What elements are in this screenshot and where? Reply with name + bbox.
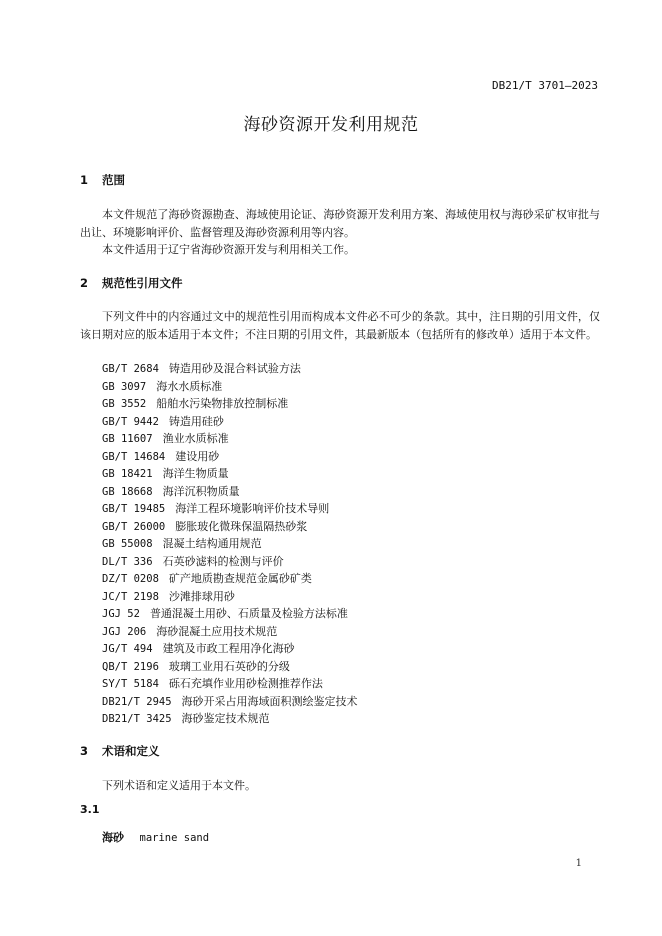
reference-item <box>102 500 358 518</box>
reference-title: 海砂开采占用海域面积测绘鉴定技术 <box>181 694 358 708</box>
section-number: 1 <box>80 173 89 187</box>
reference-item <box>102 658 358 676</box>
section-number: 3 <box>80 744 89 758</box>
reference-code: GB/T 2684 <box>102 363 159 375</box>
reference-code: GB/T 19485 <box>102 503 166 515</box>
reference-title: 船舶水污染物排放控制标准 <box>156 397 289 410</box>
reference-item <box>102 378 358 396</box>
reference-title: 海砂鉴定技术规范 <box>181 712 270 725</box>
section-2-heading <box>80 275 183 291</box>
reference-code: DB21/T 3425 <box>102 713 172 725</box>
reference-title: 玻璃工业用石英砂的分级 <box>168 659 290 673</box>
reference-code: GB/T 14684 <box>102 450 166 463</box>
reference-code: GB 55008 <box>102 538 153 550</box>
reference-item <box>102 675 358 693</box>
reference-code: JGJ 52 <box>102 608 140 620</box>
term-entry <box>102 829 209 845</box>
reference-item <box>102 448 358 466</box>
reference-code: QB/T 2196 <box>102 660 159 673</box>
reference-code: DZ/T 0208 <box>102 573 159 585</box>
reference-item <box>102 553 358 571</box>
reference-code: GB/T 26000 <box>102 520 166 533</box>
terms-intro: 下列术语和定义适用于本文件。 <box>102 779 256 792</box>
section-title: 术语和定义 <box>102 744 160 758</box>
section-3-heading <box>80 743 160 759</box>
reference-item <box>102 395 358 413</box>
reference-title: 铸造用硅砂 <box>168 414 224 428</box>
section-number: 2 <box>80 276 89 290</box>
reference-title: 海洋沉积物质量 <box>162 484 240 498</box>
reference-title: 混凝土结构通用规范 <box>162 537 262 550</box>
scope-paragraph-2: 本文件适用于辽宁省海砂资源开发与利用相关工作。 <box>102 243 355 256</box>
term-chinese: 海砂 <box>102 831 124 844</box>
reference-code: GB 3552 <box>102 398 147 410</box>
reference-item <box>102 623 358 641</box>
reference-code: SY/T 5184 <box>102 678 159 690</box>
reference-title: 海水水质标准 <box>156 379 223 393</box>
reference-code: GB 18421 <box>102 468 153 480</box>
reference-item <box>102 430 358 448</box>
reference-code: JG/T 494 <box>102 643 153 655</box>
reference-code: GB 11607 <box>102 433 153 445</box>
reference-title: 渔业水质标准 <box>162 432 229 445</box>
reference-item <box>102 465 358 483</box>
reference-item <box>102 413 358 431</box>
standard-code: DB21/T 3701—2023 <box>492 79 598 92</box>
normative-intro: 下列文件中的内容通过文中的规范性引用而构成本文件必不可少的条款。其中，注日期的引用文件，仅该日期对应的版本适用于本文件；不注日期的引用文件，其最新版本（包括所有的修改单）适用于本文件。 <box>80 310 600 341</box>
reference-code: JGJ 206 <box>102 625 147 638</box>
reference-code: DB21/T 2945 <box>102 695 172 708</box>
reference-list <box>102 360 358 728</box>
page-number: 1 <box>575 858 582 869</box>
reference-code: GB 18668 <box>102 485 153 498</box>
reference-code: DL/T 336 <box>102 555 153 568</box>
reference-title: 砾石充填作业用砂检测推荐作法 <box>168 677 323 690</box>
reference-item <box>102 570 358 588</box>
document-title: 海砂资源开发利用规范 <box>243 115 419 135</box>
reference-item <box>102 483 358 501</box>
term-english: marine sand <box>139 832 210 844</box>
reference-title: 铸造用砂及混合料试验方法 <box>168 362 301 375</box>
reference-title: 普通混凝土用砂、石质量及检验方法标准 <box>149 607 348 620</box>
reference-item <box>102 535 358 553</box>
reference-item <box>102 693 358 711</box>
scope-paragraph-1: 本文件规范了海砂资源勘查、海域使用论证、海砂资源开发利用方案、海域使用权与海砂采矿权审批与出让、环境影响评价、监督管理及海砂资源利用等内容。 <box>80 208 600 239</box>
reference-item <box>102 640 358 658</box>
reference-title: 石英砂滤料的检测与评价 <box>162 554 284 568</box>
term-number: 3.1 <box>80 803 100 816</box>
reference-title: 建设用砂 <box>175 449 220 463</box>
reference-title: 沙滩排球用砂 <box>168 589 235 603</box>
reference-item <box>102 588 358 606</box>
section-title: 范围 <box>102 173 126 187</box>
section-title: 规范性引用文件 <box>102 276 183 290</box>
reference-title: 海砂混凝土应用技术规范 <box>156 624 278 638</box>
reference-title: 矿产地质勘查规范金属砂矿类 <box>168 572 312 585</box>
section-1-heading <box>80 172 125 188</box>
reference-title: 海洋生物质量 <box>162 467 229 480</box>
reference-item <box>102 710 358 728</box>
reference-code: JC/T 2198 <box>102 590 159 603</box>
reference-item <box>102 605 358 623</box>
reference-item <box>102 518 358 536</box>
reference-code: GB 3097 <box>102 380 147 393</box>
reference-title: 膨胀玻化微珠保温隔热砂浆 <box>175 519 308 533</box>
reference-code: GB/T 9442 <box>102 415 159 428</box>
reference-item <box>102 360 358 378</box>
reference-title: 建筑及市政工程用净化海砂 <box>162 642 295 655</box>
reference-title: 海洋工程环境影响评价技术导则 <box>175 502 330 515</box>
